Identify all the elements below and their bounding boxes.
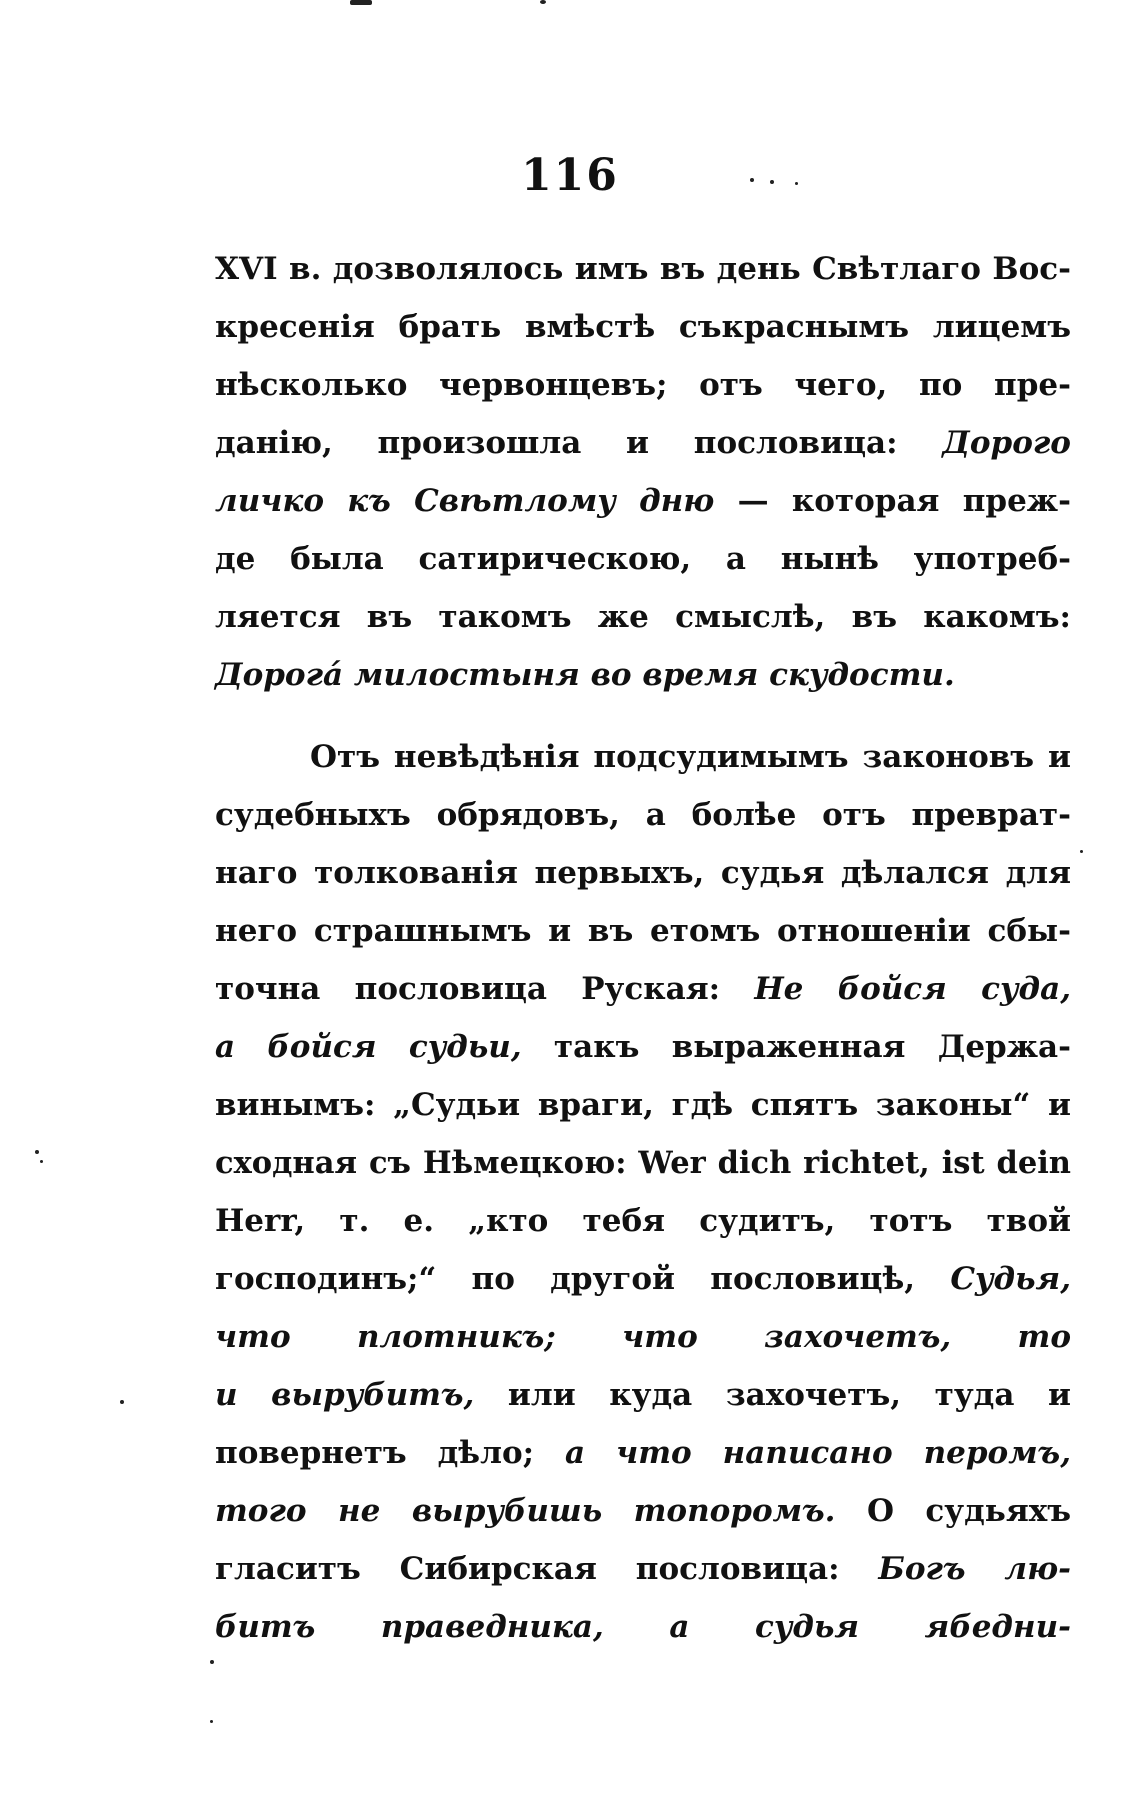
scan-speck [1080,850,1083,853]
german-blackletter-text: Herr, [215,1203,306,1239]
proverb-italic: а бойся судьи, [215,1029,522,1065]
text-line [215,1540,1071,1598]
text-line [215,1018,1071,1076]
text-line: ляется въ такомъ же смыслѣ, въ какомъ: [215,599,1071,635]
text-span: т. е. „кто тебя судитъ, тотъ твой [339,1203,1071,1239]
proverb-italic: Судья, [950,1261,1071,1297]
text-span: сходная съ Нѣмецкою: [215,1145,627,1181]
text-line [215,472,1071,530]
text-span: точна пословица Руская: [215,971,721,1007]
scan-speck [35,1150,39,1154]
text-line: XVI в. дозволялось имъ въ день Свѣтлаго Вос- [215,251,1071,287]
text-line: винымъ: „Судьи враги, гдѣ спятъ законы“ и [215,1087,1071,1123]
text-span: данію, произошла и пословица: [215,425,898,461]
text-line [215,960,1071,1018]
scan-speck [120,1400,124,1404]
text-line [215,1366,1071,1424]
text-line: Отъ невѣдѣнія подсудимымъ законовъ и [310,739,1071,775]
paragraph-1 [215,240,1071,704]
proverb-italic: Дорого [942,425,1071,461]
text-line [215,1192,1071,1250]
text-span: — которая преж- [737,483,1071,519]
proverb-italic: а что написано перомъ, [565,1435,1072,1471]
proverb-italic: Дорогá милостыня во время скудости. [215,657,955,693]
proverb-italic: Богъ лю- [878,1551,1071,1587]
text-span: такъ выраженная Держа- [553,1029,1071,1065]
text-line [215,414,1071,472]
text-line: него страшнымъ и въ етомъ отношеніи сбы- [215,913,1071,949]
text-line: де была сатирическою, а нынѣ употреб- [215,541,1071,577]
text-span: О судьяхъ [866,1493,1071,1529]
text-line: нѣсколько червонцевъ; отъ чего, по пре- [215,367,1071,403]
text-span: повернетъ дѣло; [215,1435,535,1471]
text-span: или куда захочетъ, туда и [507,1377,1071,1413]
proverb-italic: битъ праведника, а судья ябедни- [215,1609,1071,1645]
scan-speck [40,1160,43,1163]
text-line: наго толкованія первыхъ, судья дѣлался для [215,855,1071,891]
paragraph-2 [215,728,1071,1656]
proverb-italic: что плотникъ; что захочетъ, то [215,1319,1071,1355]
scan-speck [350,0,372,5]
proverb-italic: личко къ Свѣтлому дню [215,483,715,519]
page-number: 116 [521,150,619,201]
proverb-italic: Не бойся суда, [754,971,1071,1007]
text-line [215,1250,1071,1308]
proverb-italic: и вырубитъ, [215,1377,475,1413]
text-line: кресенія брать вмѣстѣ съкраснымъ лицемъ [215,309,1071,345]
scan-speck [210,1660,214,1664]
scan-speck [210,1720,213,1723]
proverb-italic: того не вырубишь топоромъ. [215,1493,836,1529]
text-line: судебныхъ обрядовъ, а болѣе отъ преврат- [215,797,1071,833]
text-line [215,1134,1071,1192]
german-blackletter-text: Wer dich richtet, ist dein [638,1145,1071,1181]
scan-speck [540,0,546,4]
text-span: господинъ;“ по другой пословицѣ, [215,1261,916,1297]
text-line [215,1482,1071,1540]
text-line [215,1424,1071,1482]
text-span: гласитъ Сибирская пословица: [215,1551,840,1587]
